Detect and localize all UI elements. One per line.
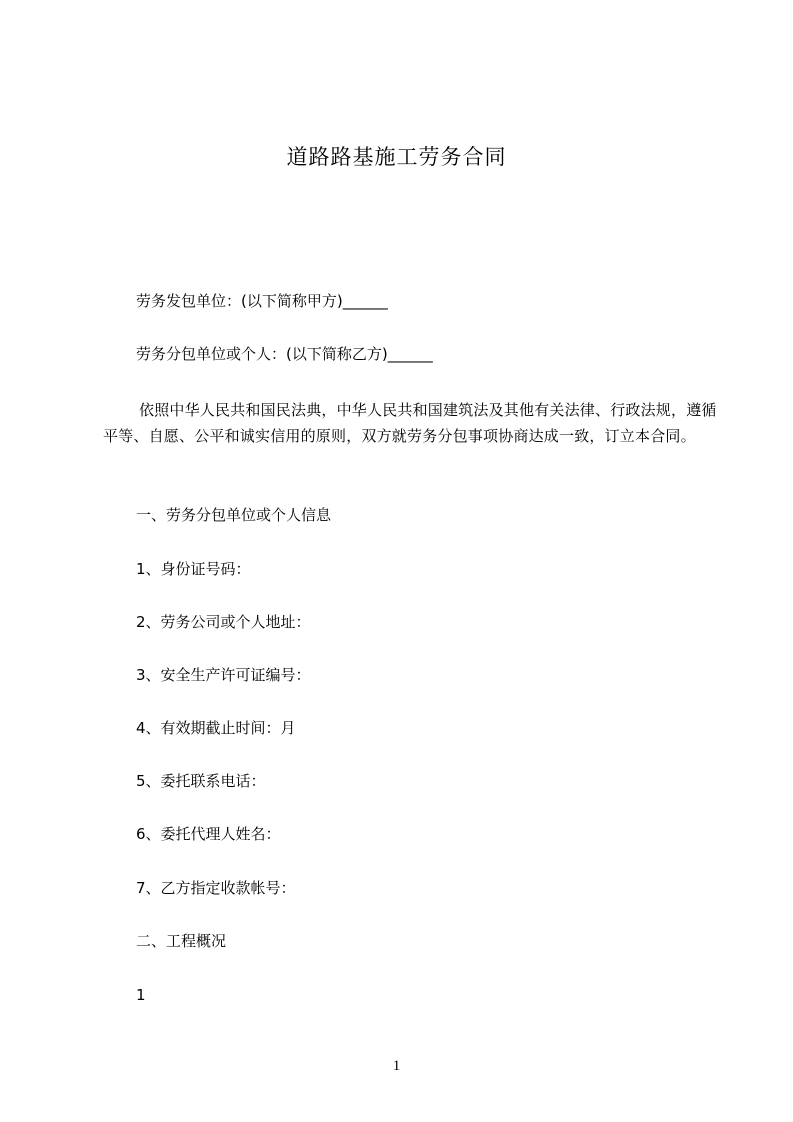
info-item-bank-account: 7、乙方指定收款帐号： <box>136 879 296 897</box>
info-item-safety-license: 3、安全生产许可证编号： <box>136 666 311 684</box>
party-b-line: 劳务分包单位或个人：(以下简称乙方)______ <box>136 345 433 363</box>
info-item-phone: 5、委托联系电话： <box>136 772 266 790</box>
preamble-paragraph: 依照中华人民共和国民法典，中华人民共和国建筑法及其他有关法律、行政法规，遵循平等、自愿、公平和诚实信用的原则，双方就劳务分包事项协商达成一致，订立本合同。 <box>103 401 717 445</box>
page-number: 1 <box>392 1058 401 1074</box>
section-2-item: 1 <box>136 986 146 1004</box>
party-a-line: 劳务发包单位：(以下简称甲方)______ <box>136 292 388 310</box>
info-item-agent-name: 6、委托代理人姓名： <box>136 825 281 843</box>
info-item-id-number: 1、身份证号码： <box>136 560 251 578</box>
document-title: 道路路基施工劳务合同 <box>286 145 507 169</box>
info-item-address: 2、劳务公司或个人地址： <box>136 613 311 631</box>
section-1-heading: 一、劳务分包单位或个人信息 <box>136 506 332 524</box>
section-2-heading: 二、工程概况 <box>136 932 227 950</box>
info-item-expiry: 4、有效期截止时间：月 <box>136 719 296 737</box>
